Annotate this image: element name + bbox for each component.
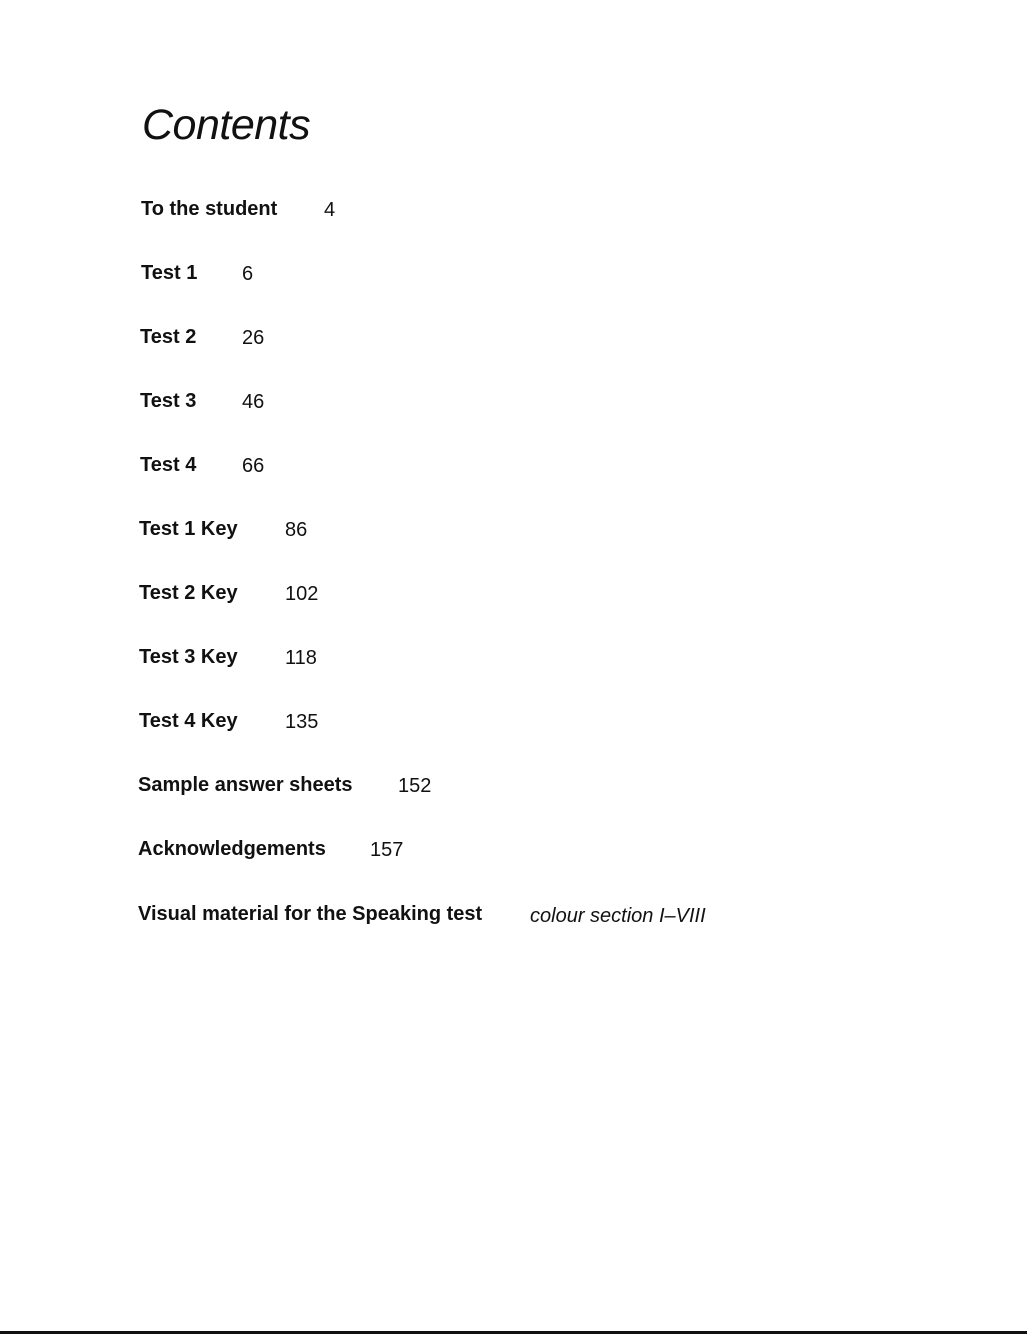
toc-entry-page: 102 — [285, 583, 319, 605]
toc-entry-visual-material — [138, 904, 758, 930]
page-title: Contents — [142, 101, 311, 149]
toc-entry-label: Test 1 — [141, 262, 198, 284]
toc-entry-test-3-key — [139, 647, 439, 671]
toc-entry-page: 4 — [324, 199, 336, 221]
toc-entry-label: Test 3 — [140, 390, 197, 412]
toc-entry-sample-answer-sheets — [138, 775, 538, 799]
toc-entry-label: Acknowledgements — [138, 838, 326, 860]
toc-entry-page: 6 — [242, 263, 254, 285]
toc-entry-page: 66 — [242, 455, 265, 477]
toc-entry-label: Test 1 Key — [139, 518, 238, 540]
toc-entry-page: 152 — [398, 775, 432, 797]
toc-entry-page: 46 — [242, 391, 265, 413]
toc-entry-test-3 — [140, 391, 440, 415]
toc-entry-test-2-key — [139, 583, 439, 607]
toc-entry-label: Test 4 Key — [139, 710, 238, 732]
toc-entry-label: Visual material for the Speaking test — [138, 903, 483, 925]
toc-entry-label: To the student — [141, 198, 278, 220]
toc-entry-test-4 — [140, 455, 440, 479]
toc-entry-page: colour section I–VIII — [530, 905, 706, 927]
toc-entry-page: 86 — [285, 519, 308, 541]
toc-entry-to-the-student — [141, 199, 441, 223]
toc-entry-page: 135 — [285, 711, 319, 733]
toc-entry-page: 118 — [285, 647, 317, 669]
toc-entry-page: 26 — [242, 327, 265, 349]
toc-entry-label: Test 3 Key — [139, 646, 238, 668]
page-bottom-border — [0, 1331, 1027, 1334]
toc-entry-test-4-key — [139, 711, 439, 735]
toc-entry-page: 157 — [370, 839, 404, 861]
toc-entry-label: Sample answer sheets — [138, 774, 353, 796]
toc-entry-label: Test 2 Key — [139, 582, 238, 604]
toc-entry-test-1 — [141, 263, 441, 287]
toc-entry-test-1-key — [139, 519, 439, 543]
toc-entry-label: Test 4 — [140, 454, 197, 476]
toc-entry-acknowledgements — [138, 839, 538, 863]
toc-entry-label: Test 2 — [140, 326, 197, 348]
toc-entry-test-2 — [140, 327, 440, 351]
